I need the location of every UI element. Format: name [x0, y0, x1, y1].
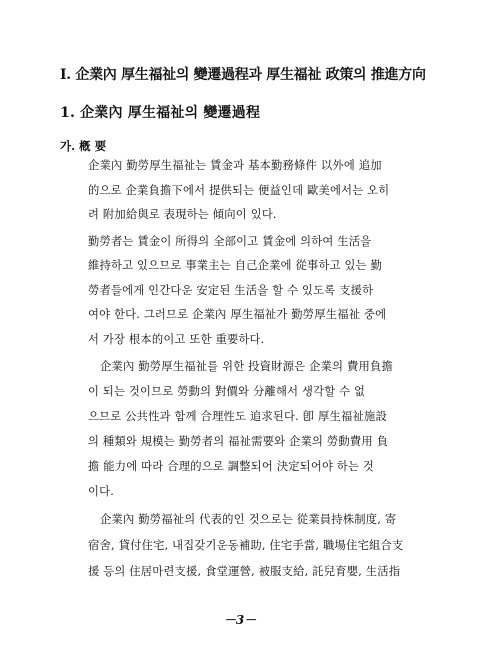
body-line: 企業內 勤勞厚生福祉는 賃金과 基本勤務條件 以外에 追加	[88, 159, 382, 172]
page-number: －3－	[223, 613, 257, 627]
section-heading: 가. 槪 要	[60, 139, 107, 153]
body-line: 宿舍, 貸付住宅, 내집갖기운동補助, 住宅手當, 職場住宅組合支	[88, 539, 404, 552]
body-line: 的으로 企業負擔下에서 提供되는 便益인데 歐美에서는 오히	[88, 184, 390, 197]
body-line: 이 되는 것이므로 勞動의 對價와 分離해서 생각할 수 없	[88, 385, 366, 398]
body-line: 여야 한다. 그러므로 企業內 厚生福祉가 勤勞厚生福祉 중에	[88, 308, 387, 321]
body-line: 援 등의 住居마련支援, 食堂運營, 被服支給, 託兒育嬰, 生活指	[88, 565, 401, 578]
body-line: 서 가장 根本的이고 또한 重要하다.	[88, 333, 265, 346]
body-line: 維持하고 있으므로 事業主는 自己企業에 從事하고 있는 勤	[88, 259, 383, 272]
main-heading: Ⅰ. 企業內 厚生福祉의 變遷過程과 厚生福祉 政策의 推進方向	[60, 67, 426, 83]
body-line: 으므로 公共性과 함께 合理性도 追求된다. 卽 厚生福祉施設	[88, 410, 388, 423]
sub-heading: 1. 企業內 厚生福祉의 變遷過程	[60, 105, 261, 121]
body-line: 이다.	[88, 485, 115, 498]
body-line: 企業內 勤勞福祉의 代表的인 것으로는 從業員持株制度, 寄	[100, 513, 397, 526]
body-line: 企業內 勤勞厚生福祉를 위한 投資財源은 企業의 費用負擔	[100, 360, 393, 373]
body-line: 勞者들에게 인간다운 安定된 生活을 할 수 있도록 支援하	[88, 284, 374, 297]
body-line: 의 種類와 規模는 勤勞者의 福祉需要와 企業의 勞動費用 負	[88, 435, 389, 448]
body-line: 擔 能力에 따라 合理的으로 調整되어 決定되어야 하는 것	[88, 460, 374, 473]
body-line: 勤勞者는 賃金이 所得의 全部이고 賃金에 의하여 生活을	[88, 235, 372, 248]
body-line: 려 附加給與로 表現하는 傾向이 있다.	[88, 208, 277, 221]
